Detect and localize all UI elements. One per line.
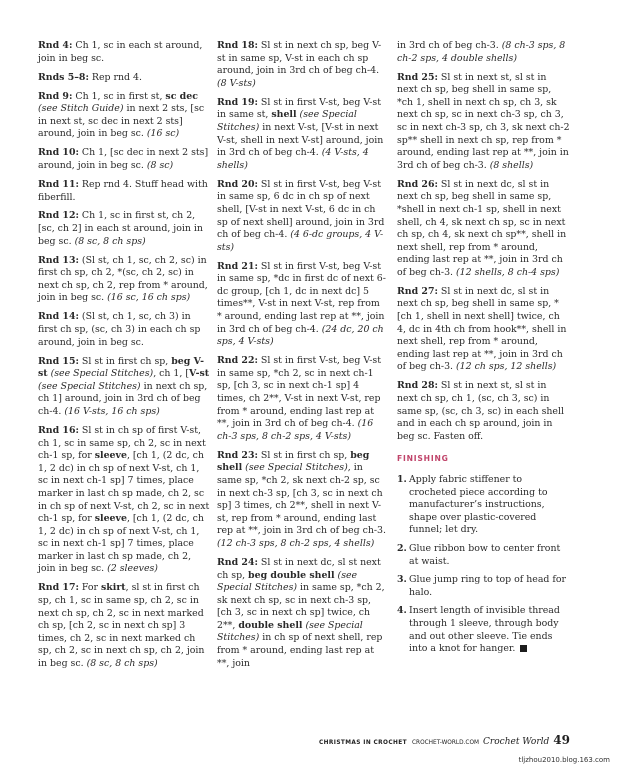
text-run: (Sl st, ch 1, sc, ch 2, sc) in first ch sp, ch 2, *(sc, ch 2, sc) in next ch sp, ch 2, rep from * around, join in beg sc.	[38, 254, 208, 304]
round-label: Rnd 9:	[38, 90, 73, 102]
text-run: (see Special Stitches)	[245, 462, 348, 474]
pattern-paragraph	[397, 72, 570, 173]
step-text: Glue ribbon bow to center front at waist.	[409, 542, 561, 567]
pattern-paragraph	[38, 356, 210, 419]
round-label: Rnd 14:	[38, 311, 79, 323]
text-run: sc dec	[165, 90, 198, 102]
text-run: sleeve	[94, 450, 127, 462]
text-run: (see Special Stitches)	[217, 569, 358, 594]
text-run: , sl st in first ch sp, ch 1, sc in same sp, ch 2, sc in next ch sp, ch 2, sc in next marked ch sp, [ch 2, sc in next ch sp] 3 times, ch 2, sc in next marked ch sp, ch 2, sc in next ch sp, ch 2, join in beg sc.	[38, 582, 205, 670]
text-run: Sl st in first V-st, beg V-st in same st,	[217, 96, 381, 121]
pattern-paragraph	[397, 179, 570, 280]
pattern-paragraph	[38, 255, 210, 305]
text-run: Sl st in first V-st, beg V-st in same sp, *dc in first dc of next 6-dc group, [ch 1, dc in next dc] 5 times**, V-st in next V-st, rep from * around, ending last rep at **, join in 3rd ch of beg ch-4.	[217, 260, 386, 335]
round-label: Rnd 20:	[217, 178, 258, 190]
pattern-paragraph	[397, 286, 570, 374]
text-run: For	[78, 582, 102, 594]
round-label: Rnd 17:	[38, 582, 79, 594]
pattern-paragraph	[217, 355, 387, 443]
step-text: Insert length of invisible thread through 1 sleeve, through body and out other sleeve. Tie ends into a knot for hanger.	[409, 605, 560, 655]
text-run: (8 ch-3 sps, 8 ch-2 sps, 4 double shells)	[397, 40, 566, 64]
text-run: Sl st in first V-st, beg V-st in same sp, *ch 2, sc in next ch-1 sp, [ch 3, sc in next ch-1 sp] 4 times, ch 2**, V-st in next V-st, rep from * around, ending last rep at **, join in 3rd ch of beg ch-4.	[217, 355, 381, 430]
footer-magazine-name: Crochet World	[483, 737, 550, 747]
text-run: Ch 1, sc in each st around, join in beg sc.	[38, 40, 203, 64]
text-run: , [ch 1, (2 dc, ch 1, 2 dc) in ch sp of next V-st, ch 1, sc in next ch-1 sp] 7 times, place marker in last ch sp made, ch 2, sc in ch sp of next V-st, ch 2, sc in next ch-1 sp, for	[38, 450, 210, 525]
text-run: Sl st in next dc, sl st in next ch sp, beg shell in same sp, *[ch 1, shell in next shell] twice, ch 4, dc in 4th ch from hook**, shell in next shell, rep from * around, ending last rep at **, join in 3rd ch of beg ch-3.	[397, 285, 567, 373]
round-label: Rnd 26:	[397, 178, 438, 190]
round-label: Rnd 25:	[397, 71, 438, 83]
text-run: (4 V-sts, 4 shells)	[217, 147, 369, 171]
text-run: beg double shell	[248, 569, 335, 581]
text-run: (16 sc, 16 ch sps)	[107, 292, 191, 304]
text-run: (12 ch sps, 12 shells)	[456, 361, 557, 373]
step-number: 4.	[397, 605, 407, 617]
text-run: (see Special Stitches)	[217, 109, 357, 133]
text-run: in ch sp of next shell, rep from * around, ending last rep at **, join	[217, 632, 383, 669]
round-label: Rnd 27:	[397, 285, 438, 297]
text-run: (16 ch-3 sps, 8 ch-2 sps, 4 V-sts)	[217, 418, 374, 442]
pattern-paragraph	[38, 179, 210, 204]
pattern-paragraph	[38, 40, 210, 65]
text-run: Sl st in next st, sl st in next ch sp, ch 1, (sc, ch 3, sc) in same sp, (sc, ch 3, sc) in each shell and in each ch sp around, join in beg sc. Fasten off.	[397, 380, 564, 442]
text-run: (see Stitch Guide)	[38, 103, 124, 115]
step-number: 2.	[397, 542, 407, 554]
text-run: Ch 1, sc in first st,	[72, 90, 166, 102]
round-label: Rnd 21:	[217, 260, 258, 272]
text-run: Ch 1, [sc dec in next 2 sts] around, join in beg sc.	[38, 147, 209, 171]
text-run: Rep rnd 4.	[88, 71, 142, 83]
column-3	[397, 40, 570, 662]
pattern-paragraph	[217, 261, 387, 349]
pattern-paragraph	[217, 557, 387, 670]
pattern-paragraph	[38, 72, 210, 85]
text-run: Sl st in first ch sp,	[257, 449, 351, 461]
page-footer	[0, 733, 570, 747]
text-run: (16 V-sts, 16 ch sps)	[64, 405, 160, 417]
text-run: (8 shells)	[489, 159, 534, 171]
text-run: in next V-st, [V-st in next V-st, shell in next V-st] around, join in 3rd ch of beg ch-4.	[217, 121, 384, 159]
text-run: (4 6-dc groups, 4 V-sts)	[217, 229, 384, 253]
text-run: , in same sp, *ch 2, sk next ch-2 sp, sc in next ch-3 sp, [ch 3, sc in next ch sp] 3 times, ch 2**, shell in next V-st, rep from * around, ending last rep at **, join in 3rd ch of beg ch-3.	[217, 462, 386, 537]
text-run: Sl st in next ch sp, beg V-st in same sp, V-st in each ch sp around, join in 3rd ch of beg ch-4.	[217, 40, 382, 77]
step-number: 1.	[397, 473, 407, 485]
text-run: Ch 1, sc in first st, ch 2, [sc, ch 2] in each st around, join in beg sc.	[38, 210, 203, 247]
text-run: Sl st in first V-st, beg V-st in same sp, 6 dc in ch sp of next shell, [V-st in next V-st, 6 dc in ch sp of next shell] around, join in 3rd ch of beg ch-4.	[217, 178, 385, 241]
text-run: , ch 1, [	[153, 368, 190, 380]
text-run: (Sl st, ch 1, sc, ch 3) in first ch sp, (sc, ch 3) in each ch sp around, join in beg sc.	[38, 311, 201, 348]
pattern-paragraph	[397, 40, 570, 65]
pattern-paragraph	[38, 147, 210, 172]
finishing-step	[397, 574, 570, 599]
column-1	[38, 40, 210, 677]
step-text: Glue jump ring to top of head for halo.	[409, 574, 566, 598]
round-label: Rnd 16:	[38, 424, 79, 436]
text-run: , [ch 1, (2 dc, ch 1, 2 dc) in ch sp of next V-st, ch 1, sc in next ch-1 sp] 7 times, place marker in last ch sp made, ch 2, join in beg sc.	[38, 513, 204, 575]
pattern-paragraph	[217, 450, 387, 551]
step-number: 3.	[397, 574, 407, 586]
page-number: 49	[553, 733, 570, 747]
text-run: (16 sc)	[146, 128, 180, 140]
text-run: (8 sc, 8 ch sps)	[74, 235, 146, 247]
text-run: Sl st in next dc, sl st in next ch sp, beg shell in same sp, *shell in next ch-1 sp, shell in next shell, ch 4, sk next ch sp, sc in next ch sp, ch 4, sk next ch sp**, shell in next shell, rep from * around, ending last rep at **, join in 3rd ch of beg ch-3.	[397, 178, 567, 278]
text-run: in same sp, *ch 2, sk next ch sp, sc in next ch-3 sp, [ch 3, sc in next ch sp] twice, ch 2**,	[217, 582, 385, 631]
text-run: Sl st in first ch sp,	[78, 355, 172, 367]
text-run: (12 shells, 8 ch-4 sps)	[456, 266, 560, 278]
text-run: (8 sc)	[146, 159, 174, 171]
text-run: skirt	[101, 582, 126, 594]
text-run: double shell	[238, 619, 303, 631]
pattern-paragraph	[38, 91, 210, 141]
pattern-paragraph	[217, 179, 387, 255]
end-mark-icon	[520, 645, 527, 652]
finishing-list	[397, 474, 570, 656]
round-label: Rnd 12:	[38, 210, 79, 222]
text-run: (12 ch-3 sps, 8 ch-2 sps, 4 shells)	[217, 537, 375, 549]
watermark-text: tljzhou2010.blog.163.com	[518, 756, 610, 764]
finishing-step	[397, 474, 570, 537]
pattern-paragraph	[38, 582, 210, 670]
finishing-step	[397, 543, 570, 568]
round-label: Rnds 5–8:	[38, 71, 89, 83]
pattern-paragraph	[38, 425, 210, 576]
text-run: (see Special Stitches)	[50, 368, 154, 380]
text-run: Sl st in ch sp of first V-st, ch 1, sc in same sp, ch 2, sc in next ch-1 sp, for	[38, 424, 206, 462]
pattern-paragraph	[38, 311, 210, 349]
text-run: in next ch sp, ch 1] around, join in 3rd ch of beg ch-4.	[38, 380, 208, 417]
text-run: shell	[271, 109, 297, 121]
round-label: Rnd 10:	[38, 147, 79, 159]
step-text: Apply fabric stiffener to crocheted piece according to manufacturer’s instructions, shape over plastic-covered funnel; let dry.	[409, 473, 548, 536]
text-run: (see Special Stitches)	[38, 380, 141, 392]
text-run: in next 2 sts, [sc in next st, sc dec in next 2 sts] around, join in beg sc.	[38, 103, 205, 140]
round-label: Rnd 19:	[217, 96, 258, 108]
pattern-paragraph	[38, 210, 210, 248]
round-label: Rnd 15:	[38, 355, 79, 367]
text-run: (2 sleeves)	[107, 563, 158, 575]
pattern-paragraph	[217, 40, 387, 90]
text-run: sleeve	[94, 513, 127, 525]
round-label: Rnd 22:	[217, 355, 258, 367]
text-run: beg V-st	[38, 355, 205, 380]
text-run: in 3rd ch of beg ch-3.	[397, 40, 502, 51]
round-label: Rnd 24:	[217, 556, 258, 568]
text-run: V-st	[189, 368, 210, 380]
text-run: Sl st in next st, sl st in next ch sp, beg shell in same sp, *ch 1, shell in next ch sp, ch 3, sk next ch sp, sc in next ch-3 sp, ch 3, sc in next ch-3 sp, ch 3, sk next ch-2 sp** shell in next ch sp, rep from * around, ending last rep at **, join in 3rd ch of beg ch-3.	[397, 71, 570, 171]
text-run: (24 dc, 20 ch sps, 4 V-sts)	[217, 323, 384, 348]
text-run: (8 V-sts)	[217, 77, 256, 89]
round-label: Rnd 4:	[38, 40, 73, 51]
footer-section-name: CHRISTMAS IN CROCHET	[319, 740, 407, 746]
round-label: Rnd 11:	[38, 178, 79, 190]
text-run: beg shell	[217, 449, 370, 474]
round-label: Rnd 13:	[38, 254, 79, 266]
round-label: Rnd 23:	[217, 449, 258, 461]
pattern-paragraph	[217, 97, 387, 173]
text-run: Sl st in next dc, sl st next ch sp,	[217, 556, 381, 581]
finishing-step	[397, 605, 570, 655]
text-run: (8 sc, 8 ch sps)	[86, 658, 158, 670]
round-label: Rnd 28:	[397, 380, 438, 392]
column-2	[217, 40, 387, 677]
round-label: Rnd 18:	[217, 40, 258, 51]
column-3-rounds	[397, 40, 570, 443]
footer-url: CROCHET-WORLD.COM	[412, 740, 480, 746]
pattern-paragraph	[397, 380, 570, 443]
text-run: Rep rnd 4. Stuff head with fiberfill.	[38, 178, 208, 203]
finishing-heading: FINISHING	[397, 454, 449, 464]
text-run: (see Special Stitches)	[217, 619, 363, 644]
